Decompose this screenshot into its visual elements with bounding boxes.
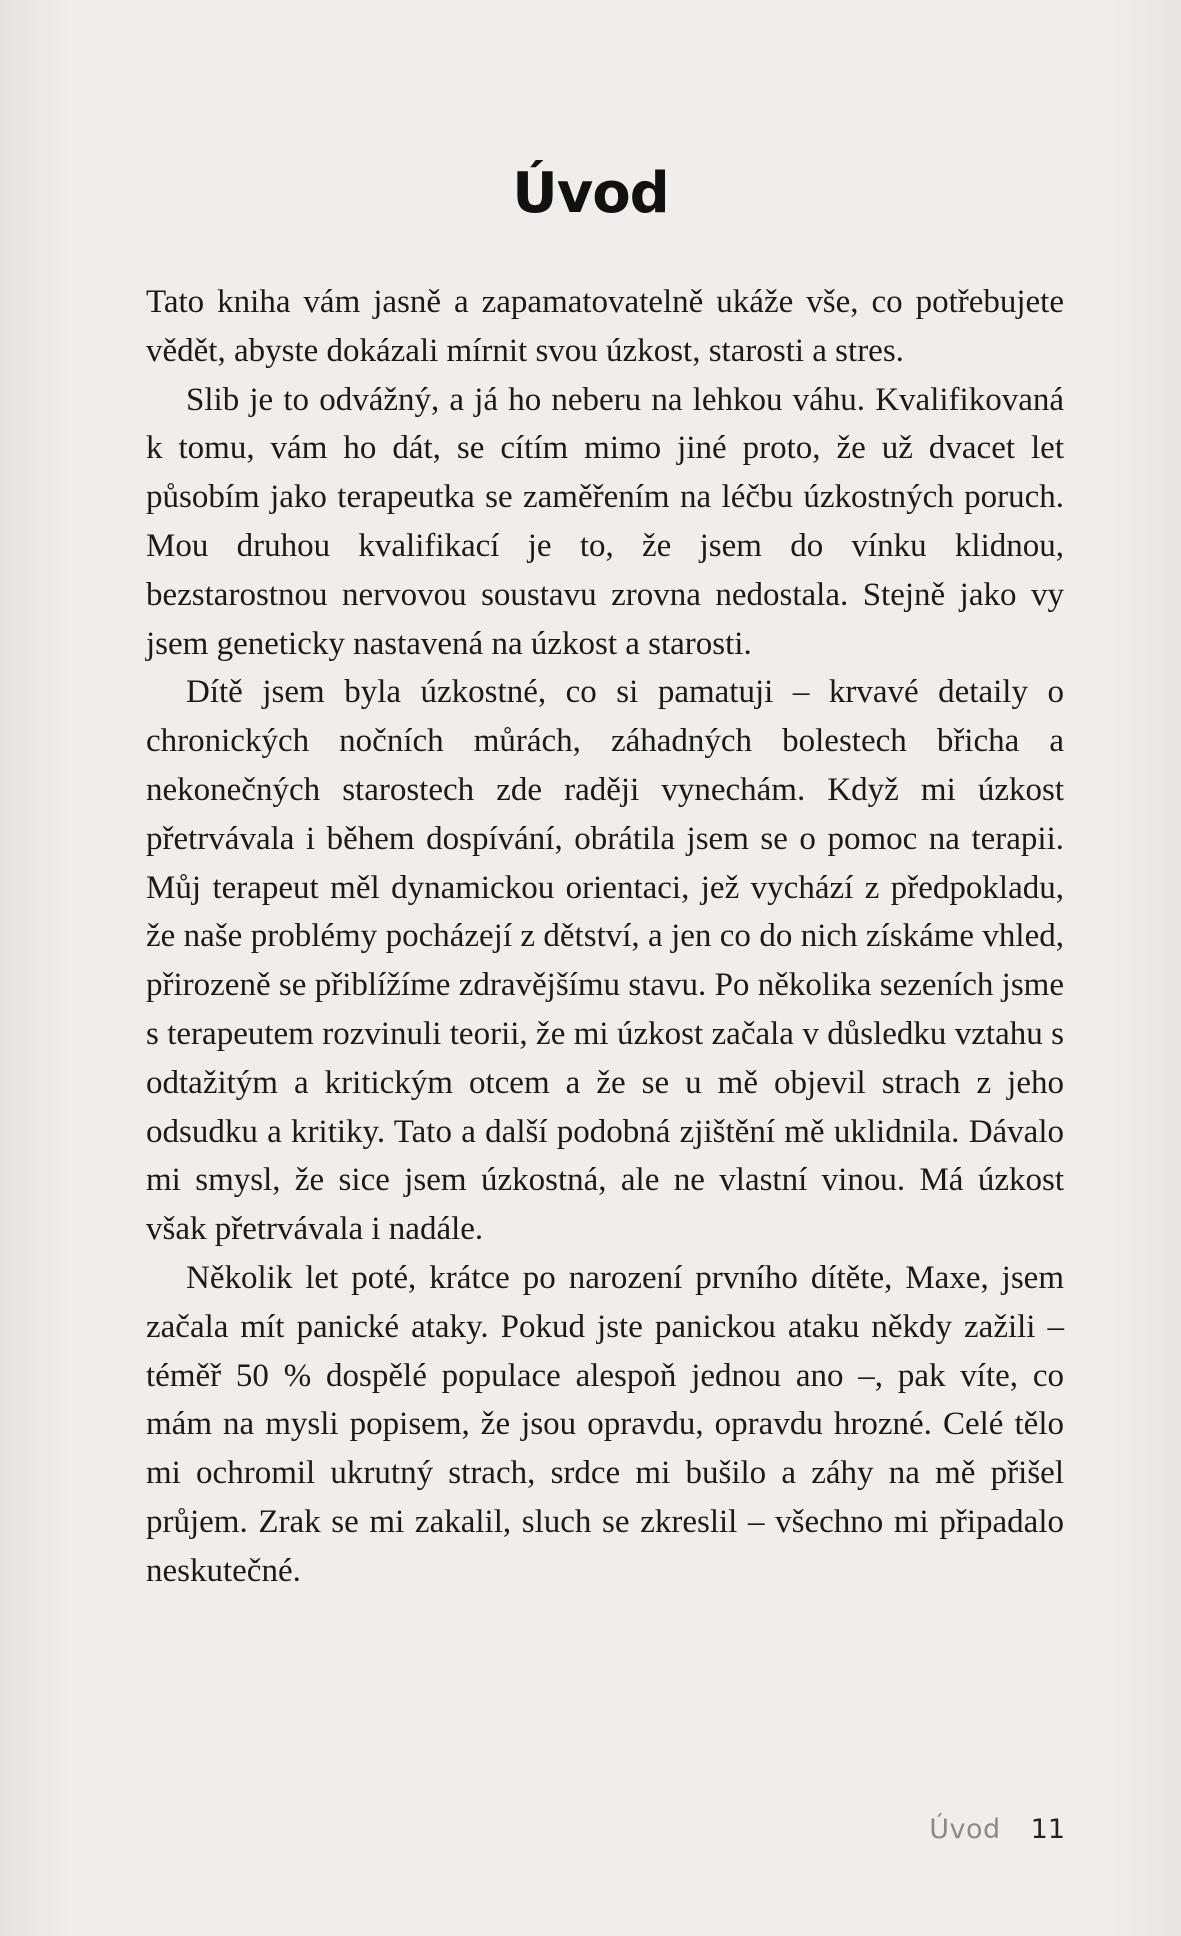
paragraph: Slib je to odvážný, a já ho neberu na lehkou váhu. Kvalifikovaná k tomu, vám ho dát, se cítím mimo jiné proto, že už dvacet let působím jako terapeutka se zaměřením na léčbu úzkostných poruch. Mou druhou kvalifikací je to, že jsem do vínku klidnou, bezstarostnou nervovou soustavu zrovna nedostala. Stejně jako vy jsem geneticky nastavená na úzkost a starosti. [146,381,1064,662]
page-footer [929,1816,1065,1843]
body-text [146,278,1064,1596]
paragraph: Několik let poté, krátce po narození prvního dítěte, Maxe, jsem začala mít panické ataky. Pokud jste panickou ataku někdy zažili – téměř 50 % dospělé populace alespoň jednou ano –, pak víte, co mám na mysli popisem, že jsou opravdu, opravdu hrozné. Celé tělo mi ochromil ukrutný strach, srdce mi bušilo a záhy na mě přišel průjem. Zrak se mi zakalil, sluch se zkreslil – všechno mi připadalo neskutečné. [146,1259,1064,1589]
paragraph: Tato kniha vám jasně a zapamatovatelně ukáže vše, co potřebujete vědět, abyste dokázali mírnit svou úzkost, starosti a stres. [146,284,1064,369]
paragraph: Dítě jsem byla úzkostné, co si pamatuji – krvavé detaily o chronických nočních můrách, záhadných bolestech břicha a nekonečných starostech zde raději vynechám. Když mi úzkost přetrvávala i během dospívání, obrátila jsem se o pomoc na terapii. Můj terapeut měl dynamickou orientaci, jež vychází z předpokladu, že naše problémy pocházejí z dětství, a jen co do nich získáme vhled, přirozeně se přiblížíme zdravějšímu stavu. Po několika sezeních jsme s terapeutem rozvinuli teorii, že mi úzkost začala v důsledku vztahu s odtažitým a kritickým otcem a že se u mě objevil strach z jeho odsudku a kritiky. Tato a další podobná zjištění mě uklidnila. Dávalo mi smysl, že sice jsem úzkostná, ale ne vlastní vinou. Má úzkost však přetrvávala i nadále. [146,674,1064,1248]
chapter-title: Úvod [512,160,669,226]
page-number: 11 [1030,1814,1065,1845]
running-head: Úvod [929,1814,1001,1845]
